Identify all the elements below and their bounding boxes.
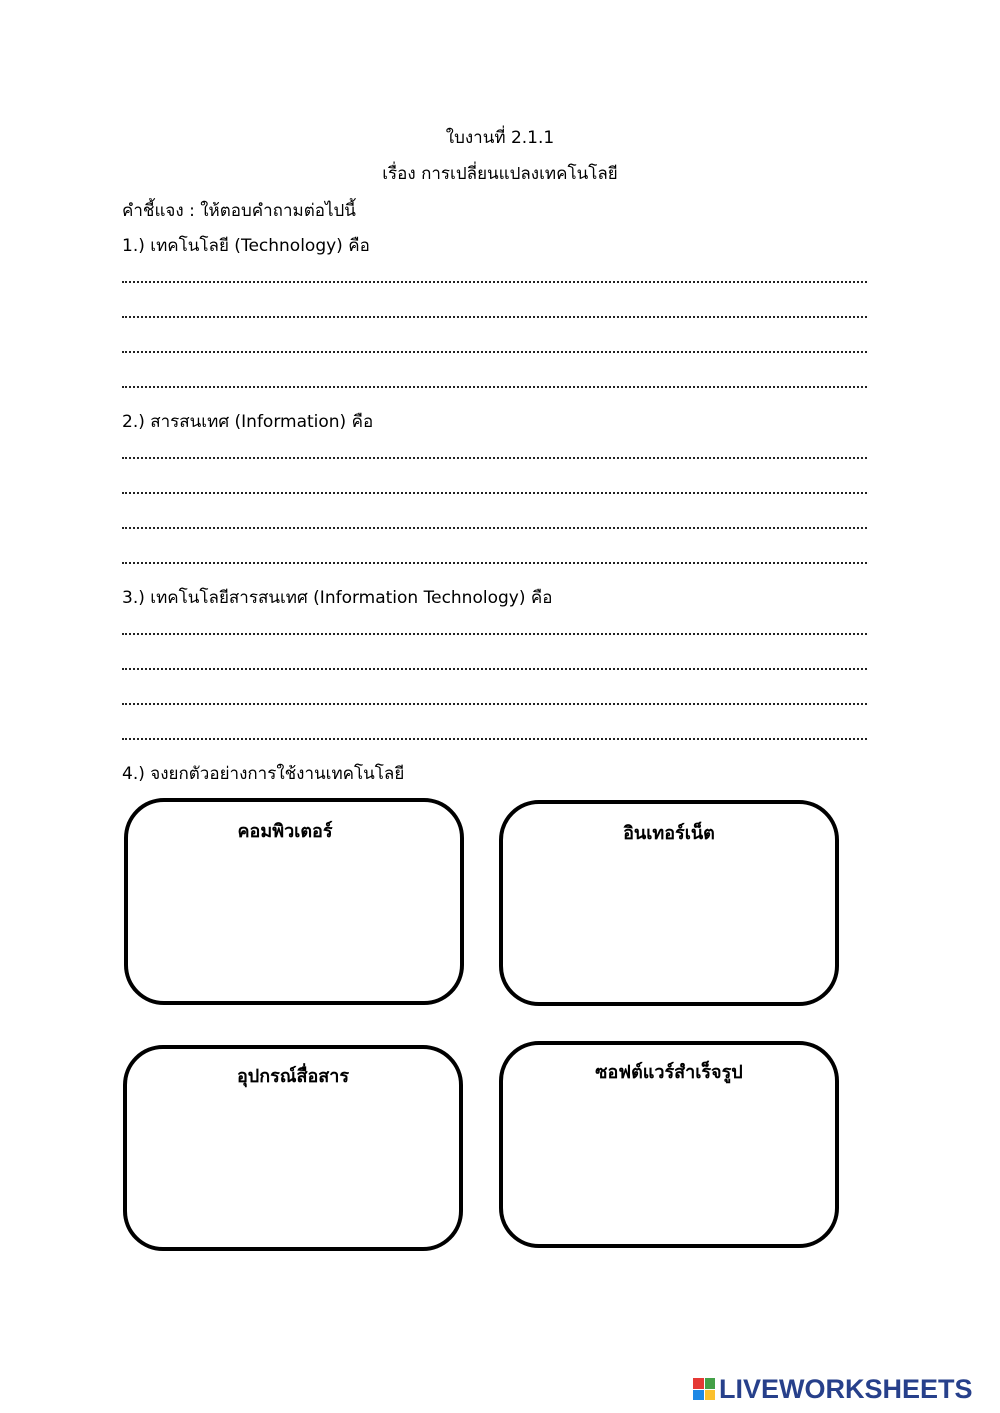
answer-line-2-4[interactable]	[122, 562, 867, 564]
answer-line-3-1[interactable]	[122, 633, 867, 635]
example-box-label: คอมพิวเตอร์	[237, 821, 333, 842]
logo-square-yellow	[705, 1390, 716, 1401]
example-box-computer[interactable]	[124, 798, 464, 1005]
instructions: คำชี้แจง : ให้ตอบคำถามต่อไปนี้	[122, 201, 356, 221]
logo-square-red	[693, 1378, 704, 1389]
answer-line-2-2[interactable]	[122, 492, 867, 494]
question-1: 1.) เทคโนโลยี (Technology) คือ	[122, 236, 370, 256]
liveworksheets-logo-text: LIVEWORKSHEETS	[719, 1373, 973, 1404]
liveworksheets-logo	[693, 1374, 973, 1404]
answer-line-3-4[interactable]	[122, 738, 867, 740]
answer-line-2-3[interactable]	[122, 527, 867, 529]
answer-line-1-1[interactable]	[122, 281, 867, 283]
example-box-label: อุปกรณ์สื่อสาร	[236, 1066, 350, 1087]
example-box-label: ซอฟต์แวร์สำเร็จรูป	[595, 1062, 743, 1083]
question-4: 4.) จงยกตัวอย่างการใช้งานเทคโนโลยี	[122, 764, 405, 784]
question-2: 2.) สารสนเทศ (Information) คือ	[122, 412, 374, 432]
example-box-software[interactable]	[499, 1041, 839, 1248]
liveworksheets-logo-icon	[693, 1378, 715, 1400]
answer-line-2-1[interactable]	[122, 457, 867, 459]
worksheet-number: ใบงานที่ 2.1.1	[445, 128, 555, 148]
answer-line-1-3[interactable]	[122, 351, 867, 353]
answer-line-3-3[interactable]	[122, 703, 867, 705]
answer-line-1-2[interactable]	[122, 316, 867, 318]
worksheet-subject: เรื่อง การเปลี่ยนแปลงเทคโนโลยี	[382, 164, 618, 184]
example-box-communication-device[interactable]	[123, 1045, 463, 1251]
question-3: 3.) เทคโนโลยีสารสนเทศ (Information Technology) คือ	[122, 588, 553, 608]
logo-square-blue	[693, 1390, 704, 1401]
example-box-internet[interactable]	[499, 800, 839, 1006]
answer-line-3-2[interactable]	[122, 668, 867, 670]
example-box-label: อินเทอร์เน็ต	[623, 823, 715, 844]
logo-square-green	[705, 1378, 716, 1389]
answer-line-1-4[interactable]	[122, 386, 867, 388]
